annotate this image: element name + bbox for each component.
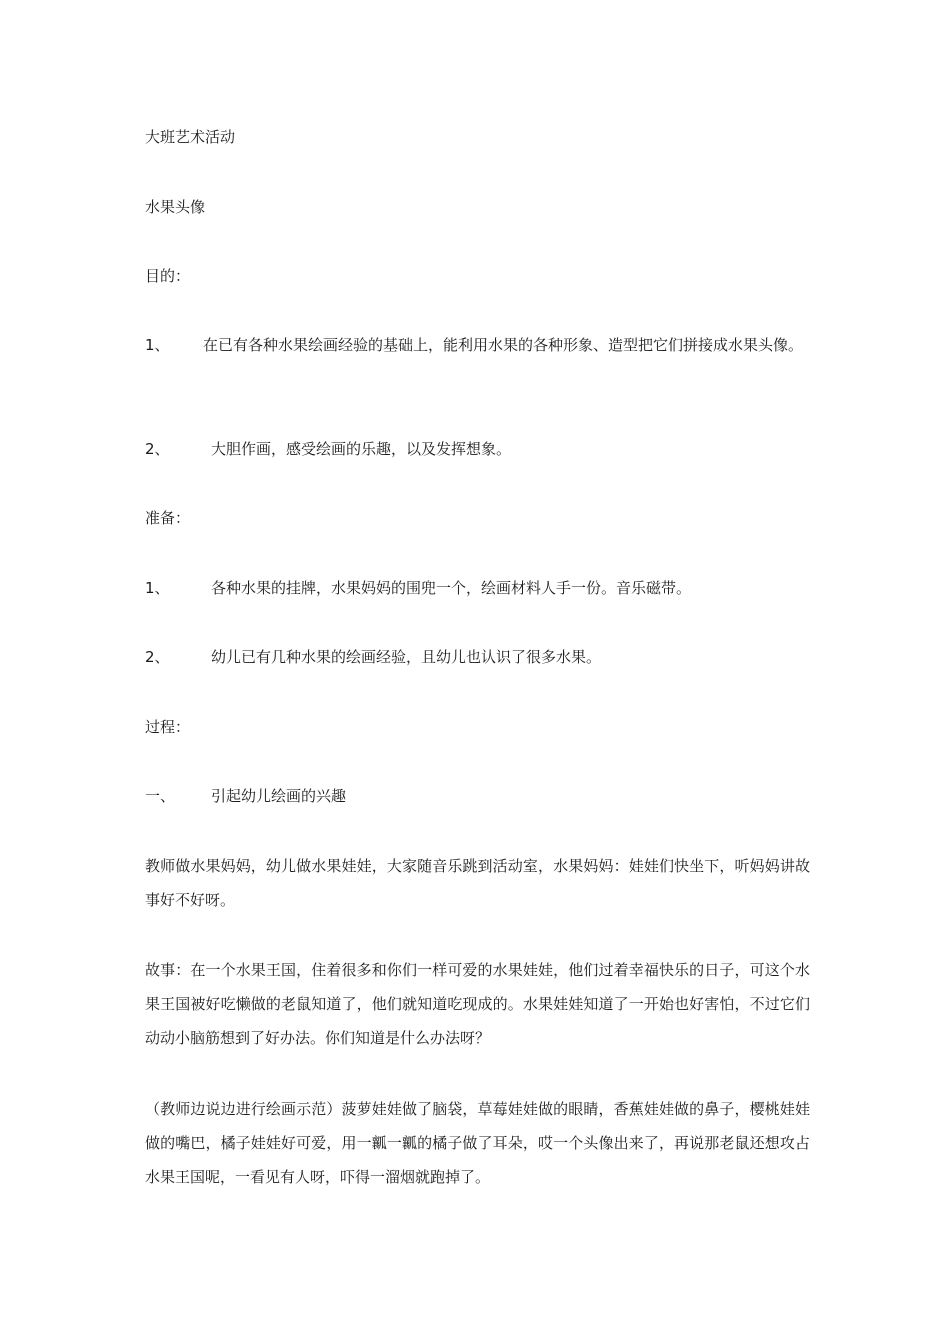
doc-title: 大班艺术活动 (145, 128, 236, 146)
goal-text: 在已有各种水果绘画经验的基础上，能利用水果的各种形象、造型把它们拼接成水果头像。 (203, 336, 804, 354)
goal-item-1 (145, 328, 810, 362)
prep-item-1 (145, 571, 810, 605)
paragraph-3: （教师边说边进行绘画示范）菠萝娃娃做了脑袋，草莓娃娃做的眼睛，香蕉娃娃做的鼻子，樱桃娃娃做的嘴巴，橘子娃娃好可爱，用一瓤一瓤的橘子做了耳朵，哎一个头像出来了，再说那老鼠还想攻占水果王国呢，一看见有人呀，吓得一溜烟就跑掉了。 (145, 1100, 810, 1186)
paragraph-1: 教师做水果妈妈，幼儿做水果娃娃，大家随音乐跳到活动室，水果妈妈：娃娃们快坐下，听妈妈讲故事好不好呀。 (145, 857, 810, 909)
prep-text: 各种水果的挂牌，水果妈妈的围兜一个，绘画材料人手一份。音乐磁带。 (211, 579, 692, 597)
prep-text: 幼儿已有几种水果的绘画经验，且幼儿也认识了很多水果。 (211, 648, 602, 666)
goal-heading: 目的： (145, 267, 191, 285)
doc-subtitle: 水果头像 (145, 198, 206, 216)
step-text: 引起幼儿绘画的兴趣 (211, 787, 347, 805)
prep-number: 2、 (145, 648, 170, 666)
prep-number: 1、 (145, 579, 170, 597)
step-number: 一、 (145, 787, 176, 805)
goal-number: 2、 (145, 440, 170, 458)
goal-number: 1、 (145, 336, 170, 354)
prep-heading: 准备： (145, 509, 191, 527)
step-1 (145, 779, 810, 813)
process-heading: 过程： (145, 718, 191, 736)
prep-item-2 (145, 640, 810, 674)
goal-item-2 (145, 432, 810, 466)
goal-text: 大胆作画，感受绘画的乐趣，以及发挥想象。 (211, 440, 512, 458)
paragraph-2: 故事：在一个水果王国，住着很多和你们一样可爱的水果娃娃，他们过着幸福快乐的日子，可这个水果王国被好吃懒做的老鼠知道了，他们就知道吃现成的。水果娃娃知道了一开始也好害怕，不过它们动动小脑筋想到了好办法。你们知道是什么办法呀？ (145, 961, 810, 1047)
